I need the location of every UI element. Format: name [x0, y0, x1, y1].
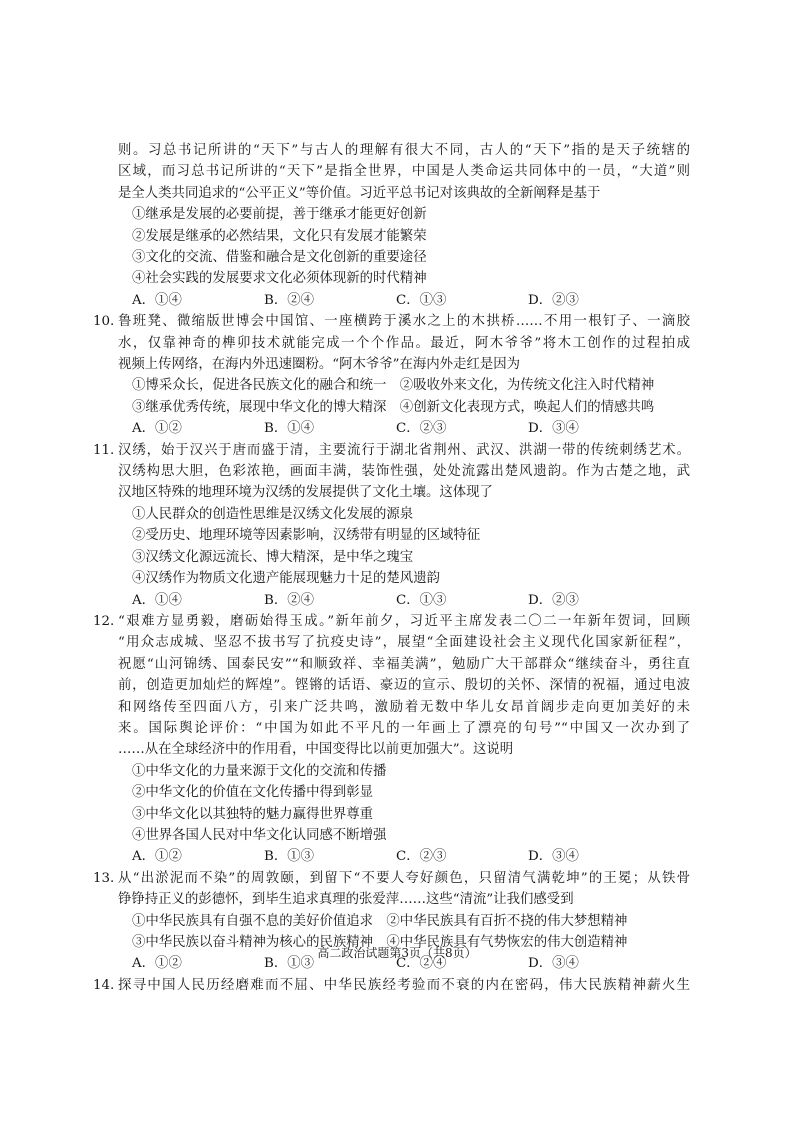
stem-line: 汉绣构思大胆，色彩浓艳，画面丰满，装饰性强，处处流露出楚风遗韵。作为古楚之地，武 [118, 464, 690, 480]
stem-line: 前，创造更加灿烂的辉煌”。铿锵的话语、豪迈的宣示、殷切的关怀、深情的祝福，通过电波 [118, 678, 690, 694]
choice-d: D．③④ [528, 421, 579, 437]
question-11 [93, 440, 690, 611]
option-3: ③文化的交流、借鉴和融合是文化创新的重要途径 [132, 250, 427, 266]
stem-line: 14. 探寻中国人民历经磨难而不屈、中华民族经考验而不衰的内在密码，伟大民族精神薪火生 [118, 975, 690, 996]
choice-c: C．②③ [396, 849, 447, 865]
stem-line: “用众志成城、坚忍不拔书写了抗疫史诗”，展望“全面建设社会主义现代化国家新征程”， [118, 635, 690, 651]
stem-line: 区域，而习总书记所讲的“天下”是指全世界，中国是人类命运共同体中的一员，“大道”则 [118, 164, 690, 180]
option-2: ②发展是继承的必然结果，文化只有发展才能繁荣 [132, 228, 427, 244]
choice-a: A．①② [132, 849, 182, 865]
stem-line: 11. 汉绣，始于汉兴于唐而盛于清，主要流行于湖北省荆州、武汉、洪湖一带的传统刺绣艺术。 [118, 440, 690, 461]
answer-choices [118, 590, 690, 611]
stem-line: 视频上传网络，在海内外迅速圈粉。“阿木爷爷”在海内外走红是因为 [118, 357, 521, 373]
option-1: ①人民群众的创造性思维是汉绣文化发展的源泉 [132, 506, 414, 522]
choice-d: D．②③ [528, 292, 579, 308]
choice-a: A．①④ [132, 592, 182, 608]
question-number: 10. [93, 314, 115, 330]
option-3: ③汉绣文化源远流长、博大精深，是中华之瑰宝 [132, 549, 414, 565]
choice-a: A．①④ [132, 292, 182, 308]
option-row: ①中华民族具有自强不息的美好价值追求 ②中华民族具有百折不挠的伟大梦想精神 [132, 913, 628, 929]
choice-d: D．③④ [528, 956, 579, 972]
stem-line: 10. 鲁班凳、微缩版世博会中国馆、一座横跨于溪水之上的木拱桥……不用一根钉子、一滴胶 [118, 311, 690, 332]
option-4: ④社会实践的发展要求文化必须体现新的时代精神 [132, 271, 427, 287]
stem-line: 13. 从“出淤泥而不染”的周敦颐，到留下“不要人夸好颜色，只留清气满乾坤”的王冕；从铁骨 [118, 868, 690, 889]
page-footer: 高二政治试题第3页（共8页） [317, 946, 477, 960]
question-10 [93, 311, 690, 439]
option-row: ③中华民族以奋斗精神为核心的民族精神 ④中华民族具有气势恢宏的伟大创造精神 [132, 934, 628, 950]
question-number: 12. [93, 613, 115, 629]
stem-line: 汉地区特殊的地理环境为汉绣的发展提供了文化土壤。这体现了 [118, 485, 493, 501]
choice-b: B．①③ [264, 849, 315, 865]
option-3: ③中华文化以其独特的魅力赢得世界尊重 [132, 806, 374, 822]
stem-line: 和网络传至四面八方，引来广泛共鸣，激励着无数中华儿女昂首阔步走向更加美好的未 [118, 699, 690, 715]
question-number: 11. [93, 442, 115, 458]
choice-b: B．①④ [264, 421, 315, 437]
question-number: 14. [93, 977, 115, 993]
choice-d: D．③④ [528, 849, 579, 865]
option-row: ①博采众长，促进各民族文化的融合和统一 ②吸收外来文化，为传统文化注入时代精神 [132, 378, 655, 394]
option-row: ③继承优秀传统，展现中华文化的博大精深 ④创新文化表现方式，唤起人们的情感共鸣 [132, 399, 655, 415]
choice-c: C．②③ [396, 421, 447, 437]
stem-line: 祝愿“山河锦绣、国泰民安”“和顺致祥、幸福美满”，勉励广大干部群众“继续奋斗，勇往直 [118, 656, 690, 672]
choice-c: C．①③ [396, 592, 447, 608]
choice-b: B．②④ [264, 292, 315, 308]
answer-choices [118, 846, 690, 867]
option-1: ①继承是发展的必要前提，善于继承才能更好创新 [132, 207, 427, 223]
choice-c: C．①③ [396, 292, 447, 308]
question-12 [93, 611, 690, 868]
choice-d: D．②③ [528, 592, 579, 608]
choice-c: C．②④ [396, 956, 447, 972]
choice-a: A．①② [132, 956, 182, 972]
stem-line: 是全人类共同追求的“公平正义”等价值。习近平总书记对该典故的全新阐释是基于 [118, 185, 601, 201]
answer-choices [118, 290, 690, 311]
option-4: ④汉绣作为物质文化遗产能展现魅力十足的楚风遗韵 [132, 571, 440, 587]
option-2: ②受历史、地理环境等因素影响，汉绣带有明显的区域特征 [132, 528, 481, 544]
option-2: ②中华文化的价值在文化传播中得到彰显 [132, 785, 374, 801]
option-1: ①中华文化的力量来源于文化的交流和传播 [132, 763, 387, 779]
question-number: 13. [93, 870, 115, 886]
stem-line: 则。习总书记所讲的“天下”与古人的理解有很大不同，古人的“天下”指的是天子统辖的 [118, 143, 690, 158]
choice-a: A．①② [132, 421, 182, 437]
choice-b: B．②④ [264, 592, 315, 608]
stem-line: ……从在全球经济中的作用看，中国变得比以前更加强大”。这说明 [118, 742, 514, 758]
stem-line: 来。国际舆论评价：“中国为如此不平凡的一年画上了漂亮的句号”“中国又一次办到了 [118, 720, 690, 736]
question-9-continuation [118, 140, 690, 311]
stem-line: 12. “艰难方显勇毅，磨砺始得玉成。”新年前夕，习近平主席发表二〇二一年新年贺词，回顾 [118, 611, 690, 632]
exam-page [93, 140, 690, 996]
stem-line: 水，仅靠神奇的榫卯技术就能完成一个个作品。最近，阿木爷爷”将木工创作的过程拍成 [118, 335, 690, 351]
answer-choices [118, 418, 690, 439]
choice-b: B．①③ [264, 956, 315, 972]
stem-line: 铮铮持正义的彭德怀，到毕生追求真理的张爱萍……这些“清流”让我们感受到 [118, 892, 574, 908]
option-4: ④世界各国人民对中华文化认同感不断增强 [132, 827, 387, 843]
question-14 [93, 975, 690, 996]
